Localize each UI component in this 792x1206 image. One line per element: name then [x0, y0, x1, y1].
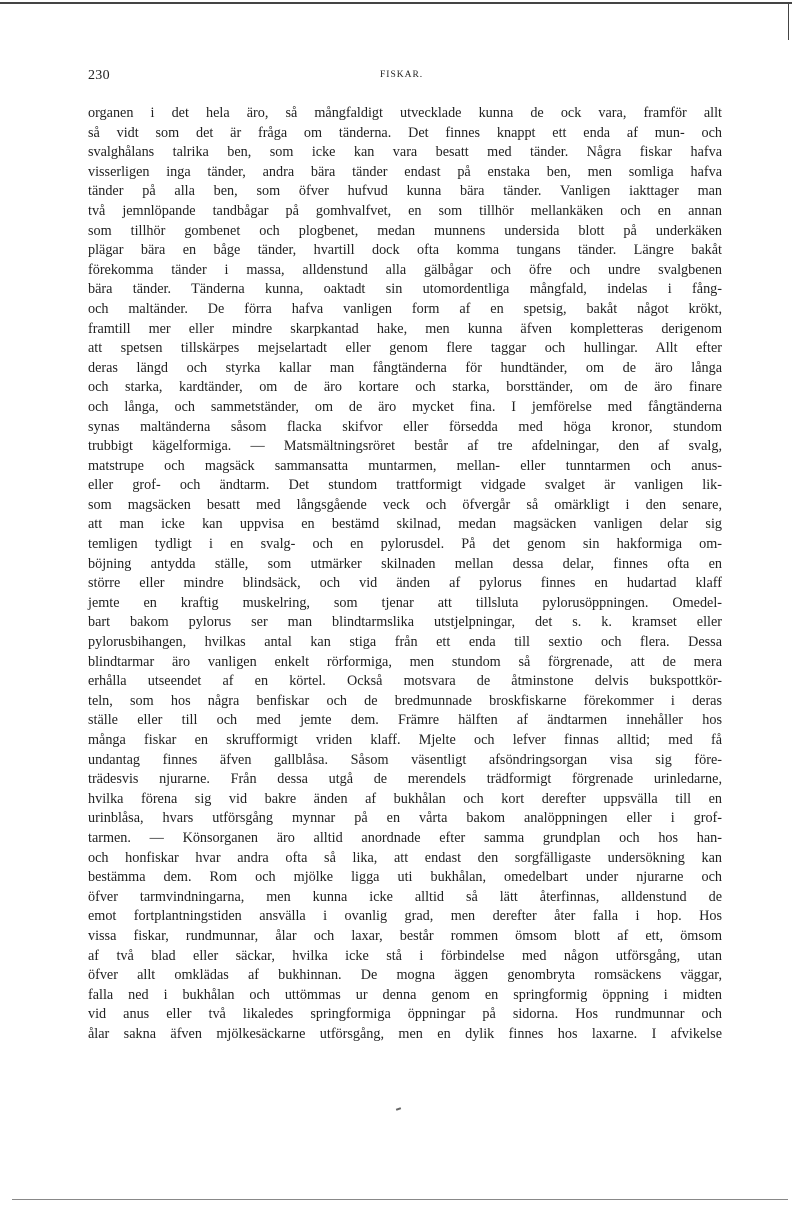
- text-line: svalghålans talrika ben, som icke kan vara besatt med tänder. Några fiskar hafva: [88, 144, 722, 161]
- text-line: och honfiskar hvar andra ofta så lika, att endast den sorgfälligaste undersökning kan: [88, 849, 722, 866]
- text-line: öfver tarmvindningarna, men kunna icke alltid så lätt återfinnas, alldenstund de: [88, 888, 722, 905]
- text-line: falla ned i bukhålan och uttömmas ur denna genom en springformig öppning i midten: [88, 986, 722, 1003]
- text-line: böjning antydda ställe, som utmärker skilnaden mellan dessa delar, finnes ofta en: [88, 555, 722, 572]
- text-line: som magsäcken besatt med långsgående veck och öfvergår så omärkligt i den senare,: [88, 496, 722, 513]
- text-line: bart bakom pylorus ser man blindtarmslika utstjelpningar, det s. k. kramset eller: [88, 614, 722, 631]
- text-line: organen i det hela äro, så mångfaldigt utvecklade kunna de ock vara, framför allt: [88, 105, 722, 121]
- text-line: tarmen. — Könsorganen äro alltid anordnade efter samma grundplan och hos han-: [88, 829, 722, 846]
- text-line: af två blad eller säckar, hvilka icke stå i förbindelse med någon utförsgång, utan: [88, 947, 722, 964]
- text-line: synas maltänderna såsom flacka skifvor eller försedda med höga kronor, stundom: [88, 418, 722, 435]
- text-line: visserligen inga tänder, andra bära tänder endast på enstaka ben, men somliga hafva: [88, 163, 722, 180]
- scan-edge-bottom: [12, 1199, 788, 1200]
- text-line: och maltänder. De förra hafva vanligen form af en spetsig, bakåt något krökt,: [88, 300, 722, 317]
- body-text: [88, 104, 722, 1045]
- text-line: teln, som hos några benfiskar och de bredmunnade broskfiskarne förekommer i deras: [88, 692, 722, 709]
- text-line: att man icke kan uppvisa en bestämd skilnad, medan magsäcken vanligen delar sig: [88, 516, 722, 533]
- text-line: emot fortplantningstiden ansvälla i ovanlig grad, men derefter åter falla i hop. Hos: [88, 908, 722, 925]
- text-line: större eller mindre blindsäck, och vid änden af pylorus finnes en hudartad klaff: [88, 575, 722, 592]
- text-line: trädesvis njurarne. Från dessa utgå de merendels trädformigt förgrenade urinledarne,: [88, 771, 722, 788]
- text-line: erhålla utseendet af en körtel. Också motsvara de åtminstone delvis bukspottkör-: [88, 673, 722, 690]
- text-line: pylorusbihangen, hvilkas antal kan stiga från ett enda till sextio och flera. Dessa: [88, 634, 722, 651]
- text-line: plägar bära en båge tänder, hvartill dock ofta komma tungans tänder. Längre bakåt: [88, 242, 722, 259]
- text-line: undantag finnes äfven gallblåsa. Såsom väsentligt afsöndringsorgan visa sig före-: [88, 751, 722, 768]
- text-line: förekomma tänder i massa, alldenstund alla gälbågar och öfre och undre svalgbenen: [88, 261, 722, 278]
- text-line: temligen tydligt i en svalg- och en pylorusdel. På det genom sin hakformiga om-: [88, 536, 722, 553]
- text-line: eller grof- och ändtarm. Det stundom trattformigt vidgade svalget är vanligen lik-: [88, 477, 722, 494]
- text-line: deras längd och styrka kallar man fångtänderna för hundtänder, om de äro långa: [88, 359, 722, 376]
- scan-edge-top: [0, 2, 792, 4]
- text-line: urinblåsa, hvars utförsgång mynnar på en vårta bakom analöppningen eller i grof-: [88, 810, 722, 827]
- scan-edge-right: [788, 4, 789, 40]
- page-number: 230: [88, 68, 110, 83]
- text-line: jemte en kraftig muskelring, som tjenar att tillsluta pylorusöppningen. Omedel-: [88, 594, 722, 611]
- text-line: och långa, och sammetständer, om de äro mycket fina. I jemförelse med fångtänderna: [88, 398, 722, 415]
- text-line: framtill mer eller mindre skarpkantad hake, men kunna äfven kompletteras derigenom: [88, 320, 722, 337]
- text-line: två jemnlöpande tandbågar på gomhvalfvet, en som tillhör mellankäken och en annan: [88, 202, 722, 219]
- text-line: vid anus eller två likaledes springformiga öppningar på sidorna. Hos rundmunnar och: [88, 1006, 722, 1023]
- running-title: FISKAR.: [380, 70, 424, 80]
- text-line: bestämma dem. Rom och mjölke ligga uti bukhålan, omedelbart under njurarne och: [88, 869, 722, 886]
- text-line: öfver allt omklädas af bukhinnan. De mogna äggen genombryta romsäckens väggar,: [88, 967, 722, 984]
- text-line: som tillhör gombenet och plogbenet, medan munnens undersida blott på underkäken: [88, 222, 722, 239]
- text-line: så vidt som det är fråga om tänderna. Det finnes knappt ett enda af mun- och: [88, 124, 722, 141]
- running-head: [88, 68, 722, 88]
- text-line: och starka, kardtänder, om de äro kortare och starka, borsttänder, om de äro finare: [88, 379, 722, 396]
- text-line: att spetsen tillskärpes mejselartadt eller genom flere taggar och hullingar. Allt efter: [88, 340, 722, 357]
- text-line: hvilka förena sig vid bakre änden af bukhålan och kort derefter uppsvälla till en: [88, 790, 722, 807]
- text-line: ställe eller till och med jemte dem. Främre hälften af ändtarmen innehåller hos: [88, 712, 722, 729]
- text-line: matstrupe och magsäck sammansatta muntarmen, mellan- eller tunntarmen och anus-: [88, 457, 722, 474]
- text-line: blindtarmar äro vanligen enkelt rörformiga, men stundom så förgrenade, att de mera: [88, 653, 722, 670]
- text-line: bära tänder. Tänderna kunna, oaktadt sin utomordentliga mångfald, indelas i fång-: [88, 281, 722, 298]
- text-line: trubbigt kägelformiga. — Matsmältningsröret består af tre afdelningar, den af svalg,: [88, 438, 722, 455]
- text-line: många fiskar en skrufformigt vriden klaff. Mjelte och lefver finnas alltid; med få: [88, 732, 722, 748]
- text-line: vissa fiskar, rundmunnar, ålar och laxar, består rommen ömsom blott af ett, ömsom: [88, 927, 722, 944]
- text-line: tänder på alla ben, som öfver hufvud kunna bära tänder. Vanligen iakttager man: [88, 183, 722, 200]
- text-line: ålar sakna äfven mjölkesäckarne utförsgång, men en dylik finnes hos laxarne. I afvikelse: [88, 1025, 722, 1042]
- stray-mark: [396, 1107, 401, 1111]
